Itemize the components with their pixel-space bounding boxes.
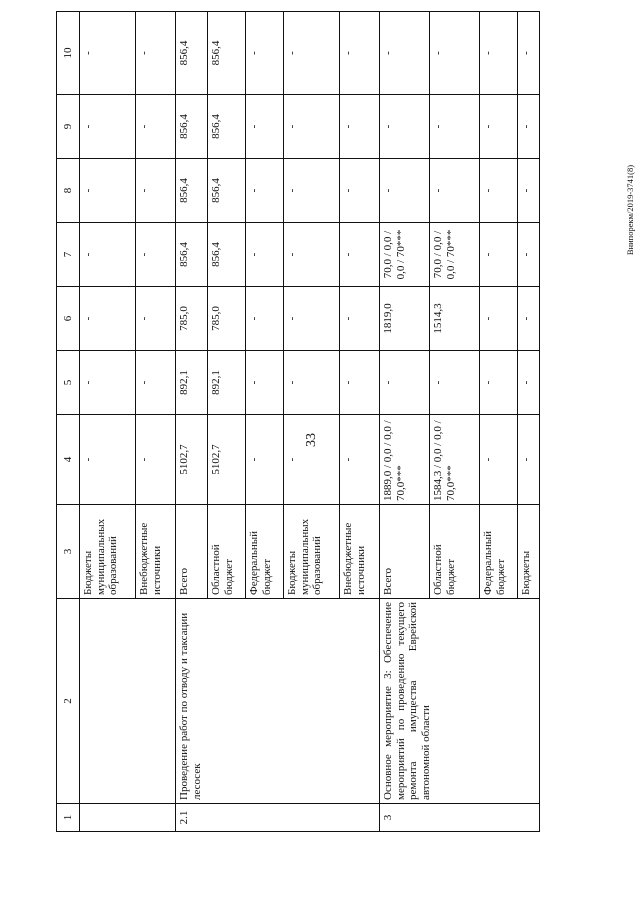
source-cell: Бюджеты муниципальных образований — [284, 505, 340, 599]
value-cell: - — [80, 351, 136, 415]
value-cell: - — [480, 95, 518, 159]
value-cell: - — [340, 95, 380, 159]
value-cell: 856,4 — [208, 12, 246, 95]
value-cell: - — [430, 95, 480, 159]
table-row — [176, 12, 208, 832]
activity-name-cell: Проведение работ по отводу и таксации лесосек — [176, 599, 380, 804]
value-cell: - — [80, 223, 136, 287]
value-cell: - — [284, 351, 340, 415]
value-cell: - — [380, 159, 430, 223]
value-cell: - — [340, 223, 380, 287]
value-cell: 856,4 — [208, 159, 246, 223]
value-cell: - — [136, 415, 176, 505]
value-cell: - — [480, 159, 518, 223]
value-cell: - — [340, 159, 380, 223]
value-cell: - — [246, 95, 284, 159]
value-cell: - — [80, 159, 136, 223]
value-cell: 70,0 / 0,0 / 0,0 / 70*** — [430, 223, 480, 287]
header-cell: 7 — [57, 223, 80, 287]
value-cell: - — [284, 415, 340, 505]
value-cell: 856,4 — [176, 12, 208, 95]
value-cell: 1889,0 / 0,0 / 0,0 / 70,0*** — [380, 415, 430, 505]
source-cell: Федеральный бюджет — [246, 505, 284, 599]
value-cell: 892,1 — [176, 351, 208, 415]
value-cell: - — [380, 95, 430, 159]
value-cell: - — [340, 351, 380, 415]
value-cell: - — [518, 223, 540, 287]
value-cell: - — [246, 159, 284, 223]
value-cell: - — [480, 415, 518, 505]
value-cell: - — [136, 223, 176, 287]
header-cell: 2 — [57, 599, 80, 804]
value-cell: - — [246, 12, 284, 95]
empty-number-cell — [80, 804, 176, 832]
value-cell: 785,0 — [176, 287, 208, 351]
value-cell: - — [480, 223, 518, 287]
value-cell: - — [136, 12, 176, 95]
value-cell: - — [80, 12, 136, 95]
table-row — [80, 12, 136, 832]
header-cell: 10 — [57, 12, 80, 95]
source-cell: Бюджеты муниципальных образований — [80, 505, 136, 599]
value-cell: - — [136, 95, 176, 159]
value-cell: - — [518, 351, 540, 415]
value-cell: - — [284, 12, 340, 95]
value-cell: 1514,3 — [430, 287, 480, 351]
value-cell: - — [246, 351, 284, 415]
header-cell: 9 — [57, 95, 80, 159]
value-cell: 785,0 — [208, 287, 246, 351]
empty-name-cell — [80, 599, 176, 804]
value-cell: - — [246, 287, 284, 351]
value-cell: - — [340, 415, 380, 505]
value-cell: 70,0 / 0,0 / 0,0 / 70*** — [380, 223, 430, 287]
source-cell: Всего — [176, 505, 208, 599]
value-cell: - — [80, 95, 136, 159]
value-cell: - — [380, 12, 430, 95]
value-cell: 856,4 — [208, 95, 246, 159]
source-cell: Областной бюджет — [208, 505, 246, 599]
value-cell: 856,4 — [176, 159, 208, 223]
value-cell: - — [340, 12, 380, 95]
value-cell: 856,4 — [176, 95, 208, 159]
value-cell: - — [430, 12, 480, 95]
document-stamp: Внипорекм/2019-3741(8) — [625, 164, 635, 256]
value-cell: - — [480, 12, 518, 95]
value-cell: - — [246, 415, 284, 505]
header-cell: 3 — [57, 505, 80, 599]
header-cell: 6 — [57, 287, 80, 351]
header-cell: 5 — [57, 351, 80, 415]
value-cell: 856,4 — [176, 223, 208, 287]
rotated-table-wrapper — [56, 12, 536, 832]
value-cell: - — [80, 287, 136, 351]
value-cell: - — [284, 223, 340, 287]
value-cell: - — [518, 159, 540, 223]
value-cell: - — [80, 415, 136, 505]
value-cell: - — [480, 287, 518, 351]
value-cell: - — [284, 95, 340, 159]
value-cell: 892,1 — [208, 351, 246, 415]
source-cell: Внебюджетные источники — [136, 505, 176, 599]
value-cell: - — [284, 159, 340, 223]
value-cell: - — [518, 95, 540, 159]
value-cell: 5102,7 — [208, 415, 246, 505]
value-cell: - — [518, 12, 540, 95]
value-cell: 1819,0 — [380, 287, 430, 351]
value-cell: 5102,7 — [176, 415, 208, 505]
budget-table — [56, 11, 540, 832]
row-number-cell: 2.1 — [176, 804, 380, 832]
row-number-cell: 3 — [380, 804, 540, 832]
value-cell: - — [136, 351, 176, 415]
table-row — [380, 12, 430, 832]
value-cell: - — [136, 159, 176, 223]
value-cell: - — [246, 223, 284, 287]
source-cell: Внебюджетные источники — [340, 505, 380, 599]
activity-name-cell: Основное мероприятие 3: Обеспечение мероприятий по проведению текущего ремонта имущества Еврейской автономной области — [380, 599, 540, 804]
value-cell: 1584,3 / 0,0 / 0,0 / 70,0*** — [430, 415, 480, 505]
value-cell: - — [380, 351, 430, 415]
value-cell: - — [136, 287, 176, 351]
header-row — [57, 12, 80, 832]
value-cell: 856,4 — [208, 223, 246, 287]
page-number: 33 — [304, 433, 319, 447]
value-cell: - — [518, 287, 540, 351]
value-cell: - — [430, 159, 480, 223]
source-cell: Федеральный бюджет — [480, 505, 518, 599]
source-cell: Бюджеты — [518, 505, 540, 599]
header-cell: 1 — [57, 804, 80, 832]
value-cell: - — [284, 287, 340, 351]
value-cell: - — [340, 287, 380, 351]
source-cell: Всего — [380, 505, 430, 599]
value-cell: - — [430, 351, 480, 415]
header-cell: 8 — [57, 159, 80, 223]
header-cell: 4 — [57, 415, 80, 505]
source-cell: Областной бюджет — [430, 505, 480, 599]
value-cell: - — [518, 415, 540, 505]
value-cell: - — [480, 351, 518, 415]
